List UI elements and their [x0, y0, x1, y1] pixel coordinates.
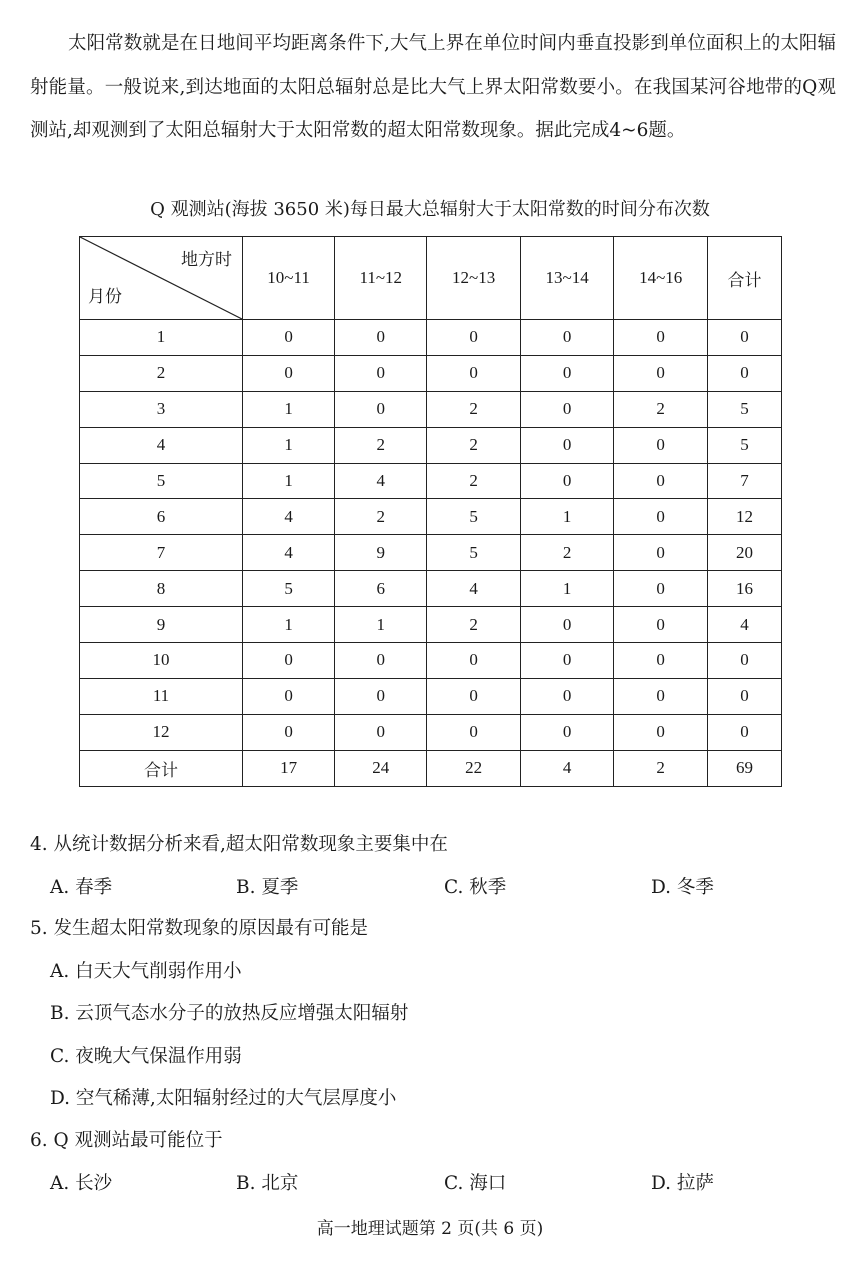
table-corner-cell	[80, 237, 243, 320]
table-cell: 0	[243, 714, 335, 750]
table-cell: 2	[335, 427, 427, 463]
question-5-option-d: D. 空气稀薄,太阳辐射经过的大气层厚度小	[50, 1088, 397, 1109]
table-cell: 0	[243, 355, 335, 391]
table-cell: 2	[427, 427, 521, 463]
question-6-stem: 6. Q 观测站最可能位于	[30, 1130, 223, 1151]
table-cell: 0	[427, 355, 521, 391]
table-cell: 4	[243, 535, 335, 571]
table-cell: 0	[614, 463, 708, 499]
row-label-month: 9	[80, 607, 243, 643]
table-cell: 0	[520, 643, 614, 679]
question-4-stem: 4. 从统计数据分析来看,超太阳常数现象主要集中在	[30, 834, 448, 855]
table-cell: 22	[427, 750, 521, 786]
table-cell: 2	[427, 463, 521, 499]
row-label-month: 1	[80, 320, 243, 356]
table-cell: 0	[335, 391, 427, 427]
table-cell: 4	[707, 607, 781, 643]
question-5-option-c: C. 夜晚大气保温作用弱	[50, 1046, 242, 1067]
table-row	[80, 607, 782, 643]
table-title: Q 观测站(海拔 3650 米)每日最大总辐射大于太阳常数的时间分布次数	[150, 199, 710, 220]
table-cell: 0	[520, 427, 614, 463]
table-cell: 4	[427, 571, 521, 607]
table-row	[80, 643, 782, 679]
question-4-option-c: C. 秋季	[444, 877, 507, 898]
table-cell: 2	[614, 391, 708, 427]
data-table	[79, 236, 782, 787]
table-cell: 0	[614, 607, 708, 643]
table-cell: 5	[427, 499, 521, 535]
table-cell: 12	[707, 499, 781, 535]
table-cell: 0	[520, 678, 614, 714]
column-header: 11~12	[335, 237, 427, 320]
question-5-stem: 5. 发生超太阳常数现象的原因最有可能是	[30, 918, 369, 939]
table-cell: 0	[243, 643, 335, 679]
question-4-option-a: A. 春季	[50, 877, 113, 898]
table-cell: 1	[520, 499, 614, 535]
row-label-month: 4	[80, 427, 243, 463]
table-cell: 0	[614, 535, 708, 571]
question-6-option-c: C. 海口	[444, 1173, 507, 1194]
table-row	[80, 463, 782, 499]
corner-label-local-time: 地方时	[181, 250, 232, 269]
table-cell: 1	[243, 427, 335, 463]
row-label-month: 11	[80, 678, 243, 714]
table-row	[80, 427, 782, 463]
row-label-month: 10	[80, 643, 243, 679]
table-cell: 0	[335, 678, 427, 714]
row-label-month: 7	[80, 535, 243, 571]
question-5-option-b: B. 云顶气态水分子的放热反应增强太阳辐射	[50, 1003, 409, 1024]
table-cell: 0	[707, 643, 781, 679]
table-row	[80, 678, 782, 714]
table-row	[80, 750, 782, 786]
column-header: 14~16	[614, 237, 708, 320]
intro-paragraph: 太阳常数就是在日地间平均距离条件下,大气上界在单位时间内垂直投影到单位面积上的太阳辐射能量。一般说来,到达地面的太阳总辐射总是比大气上界太阳常数要小。在我国某河谷地带的Q观测站,却观测到了太阳总辐射大于太阳常数的超太阳常数现象。据此完成4~6题。	[30, 33, 836, 141]
row-label-month: 3	[80, 391, 243, 427]
table-cell: 0	[243, 678, 335, 714]
table-cell: 17	[243, 750, 335, 786]
table-cell: 0	[520, 320, 614, 356]
table-cell: 0	[707, 320, 781, 356]
table-cell: 0	[614, 499, 708, 535]
table-row	[80, 499, 782, 535]
table-cell: 0	[520, 607, 614, 643]
table-cell: 2	[335, 499, 427, 535]
row-label-month: 2	[80, 355, 243, 391]
table-cell: 0	[614, 571, 708, 607]
table-cell: 1	[335, 607, 427, 643]
table-cell: 0	[614, 678, 708, 714]
table-cell: 5	[243, 571, 335, 607]
table-cell: 0	[335, 320, 427, 356]
table-cell: 1	[520, 571, 614, 607]
table-cell: 2	[614, 750, 708, 786]
table-row	[80, 571, 782, 607]
row-label-month: 6	[80, 499, 243, 535]
table-cell: 69	[707, 750, 781, 786]
table-cell: 4	[520, 750, 614, 786]
table-row	[80, 355, 782, 391]
corner-label-month: 月份	[88, 287, 122, 306]
table-cell: 0	[520, 355, 614, 391]
question-4-option-b: B. 夏季	[236, 877, 299, 898]
page-footer: 高一地理试题第 2 页(共 6 页)	[316, 1219, 544, 1239]
table-cell: 0	[427, 643, 521, 679]
table-cell: 2	[520, 535, 614, 571]
table-cell: 1	[243, 391, 335, 427]
row-label-month: 12	[80, 714, 243, 750]
table-cell: 4	[335, 463, 427, 499]
table-cell: 6	[335, 571, 427, 607]
question-6-option-a: A. 长沙	[50, 1173, 113, 1194]
table-cell: 0	[427, 714, 521, 750]
table-cell: 0	[520, 714, 614, 750]
table-cell: 2	[427, 391, 521, 427]
question-5-option-a: A. 白天大气削弱作用小	[50, 961, 242, 982]
table-cell: 0	[614, 714, 708, 750]
table-cell: 0	[427, 320, 521, 356]
table-cell: 1	[243, 607, 335, 643]
question-4-option-d: D. 冬季	[651, 877, 714, 898]
table-cell: 0	[614, 643, 708, 679]
table-cell: 0	[335, 355, 427, 391]
table-cell: 2	[427, 607, 521, 643]
table-cell: 5	[707, 391, 781, 427]
table-row	[80, 714, 782, 750]
table-cell: 7	[707, 463, 781, 499]
question-6-option-d: D. 拉萨	[651, 1173, 714, 1194]
table-cell: 0	[614, 427, 708, 463]
table-cell: 0	[614, 355, 708, 391]
table-cell: 24	[335, 750, 427, 786]
table-cell: 0	[335, 643, 427, 679]
column-header: 合计	[707, 237, 781, 320]
row-label-month: 5	[80, 463, 243, 499]
row-label-month: 合计	[80, 750, 243, 786]
table-cell: 0	[243, 320, 335, 356]
column-header: 12~13	[427, 237, 521, 320]
table-cell: 16	[707, 571, 781, 607]
table-cell: 1	[243, 463, 335, 499]
row-label-month: 8	[80, 571, 243, 607]
table-cell: 0	[335, 714, 427, 750]
table-cell: 0	[520, 463, 614, 499]
table-cell: 9	[335, 535, 427, 571]
table-row	[80, 320, 782, 356]
column-header: 10~11	[243, 237, 335, 320]
table-cell: 0	[520, 391, 614, 427]
table-cell: 4	[243, 499, 335, 535]
table-row	[80, 535, 782, 571]
intro-passage	[30, 22, 836, 153]
table-cell: 5	[707, 427, 781, 463]
table-cell: 0	[707, 678, 781, 714]
table-cell: 5	[427, 535, 521, 571]
table-cell: 0	[427, 678, 521, 714]
table-cell: 20	[707, 535, 781, 571]
table-row	[80, 391, 782, 427]
table-body	[80, 320, 782, 787]
table-cell: 0	[707, 355, 781, 391]
table-header-row	[80, 237, 782, 320]
table-cell: 0	[614, 320, 708, 356]
column-header: 13~14	[520, 237, 614, 320]
question-6-option-b: B. 北京	[236, 1173, 299, 1194]
table-cell: 0	[707, 714, 781, 750]
